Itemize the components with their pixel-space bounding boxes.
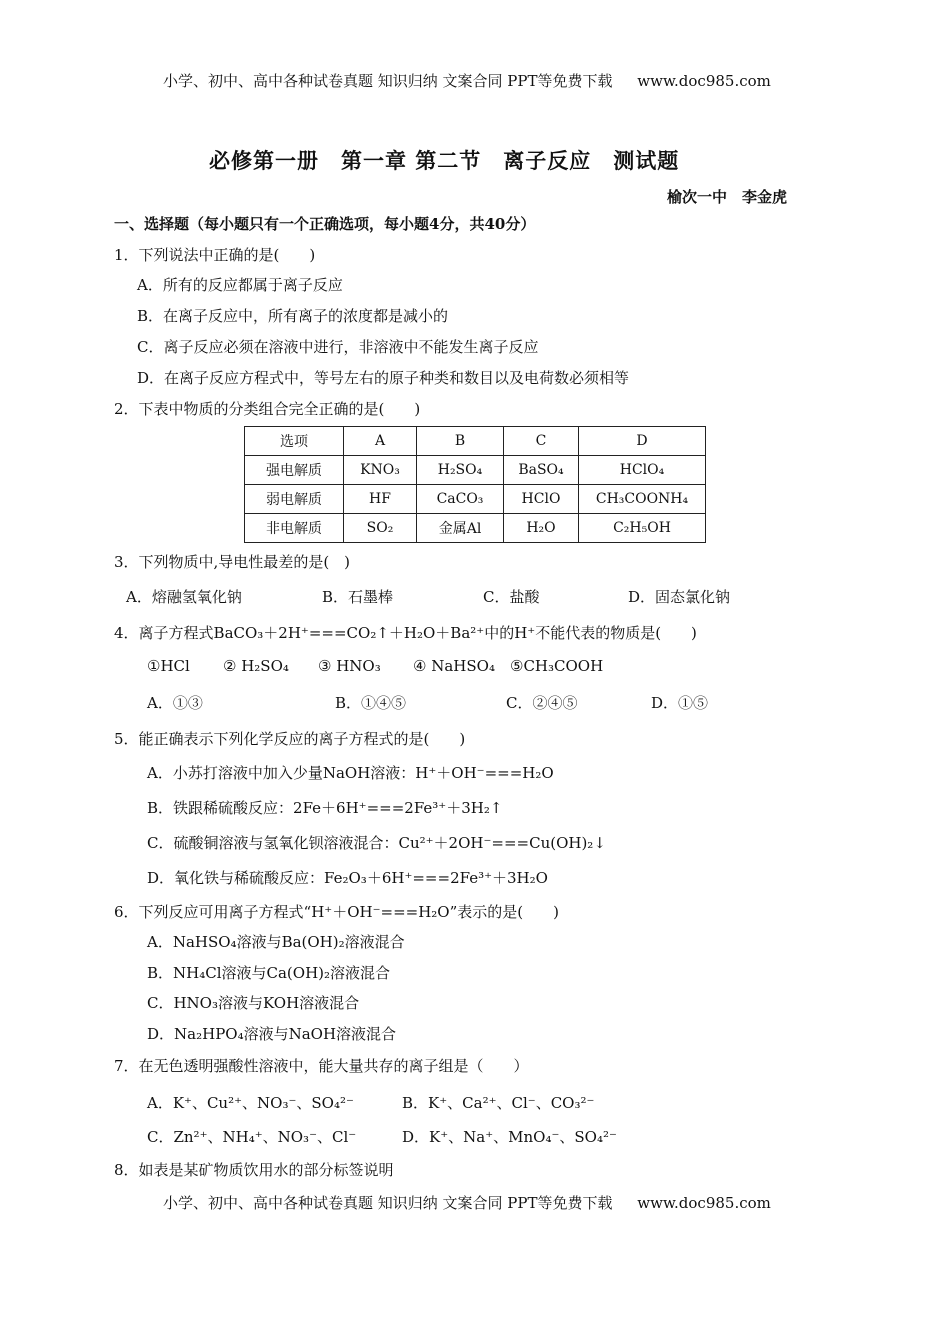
q5-option-c: C．硫酸铜溶液与氢氧化钡溶液混合：Cu²⁺＋2OH⁻===Cu(OH)₂↓	[147, 834, 606, 852]
table-cell: H₂O	[504, 514, 579, 543]
q4-option-b: B．①④⑤	[335, 694, 407, 712]
author: 榆次一中 李金虎	[667, 188, 788, 206]
table-row	[245, 456, 706, 485]
q1-option-d: D．在离子反应方程式中，等号左右的原子种类和数目以及电荷数必须相等	[137, 369, 630, 387]
q7-option-a: A．K⁺、Cu²⁺、NO₃⁻、SO₄²⁻	[147, 1094, 354, 1112]
table-header-cell: A	[344, 427, 417, 456]
q2-stem: 2．下表中物质的分类组合完全正确的是( )	[114, 400, 421, 418]
table-cell: BaSO₄	[504, 456, 579, 485]
q6-option-b: B．NH₄Cl溶液与Ca(OH)₂溶液混合	[147, 964, 391, 982]
q1-option-b: B．在离子反应中，所有离子的浓度都是减小的	[137, 307, 449, 325]
table-cell: SO₂	[344, 514, 417, 543]
table-cell: HClO₄	[579, 456, 706, 485]
q4-stem: 4．离子方程式BaCO₃＋2H⁺===CO₂↑＋H₂O＋Ba²⁺中的H⁺不能代表的物质是( )	[114, 624, 697, 642]
footer-text: 小学、初中、高中各种试卷真题 知识归纳 文案合同 PPT等免费下载	[163, 1194, 613, 1212]
q5-option-a: A．小苏打溶液中加入少量NaOH溶液：H⁺＋OH⁻===H₂O	[147, 764, 554, 782]
table-row	[245, 514, 706, 543]
q5-stem: 5．能正确表示下列化学反应的离子方程式的是( )	[114, 730, 466, 748]
q3-option-b: B．石墨棒	[322, 588, 394, 606]
q6-option-a: A．NaHSO₄溶液与Ba(OH)₂溶液混合	[147, 933, 405, 951]
footer-site: www.doc985.com	[637, 1194, 771, 1212]
page-title: 必修第一册 第一章 第二节 离子反应 测试题	[209, 148, 680, 173]
table-cell: HClO	[504, 485, 579, 514]
q1-stem: 1．下列说法中正确的是( )	[114, 246, 316, 264]
q7-option-d: D．K⁺、Na⁺、MnO₄⁻、SO₄²⁻	[402, 1128, 617, 1146]
q3-option-c: C．盐酸	[483, 588, 540, 606]
q6-option-d: D．Na₂HPO₄溶液与NaOH溶液混合	[147, 1025, 397, 1043]
table-cell: 弱电解质	[245, 485, 344, 514]
page-header	[163, 70, 771, 91]
q4-item: ④ NaHSO₄	[413, 657, 495, 675]
q4-item: ② H₂SO₄	[223, 657, 289, 675]
q7-option-c: C．Zn²⁺、NH₄⁺、NO₃⁻、Cl⁻	[147, 1128, 357, 1146]
q7-stem: 7．在无色透明强酸性溶液中，能大量共存的离子组是（ ）	[114, 1057, 529, 1075]
q7-option-b: B．K⁺、Ca²⁺、Cl⁻、CO₃²⁻	[402, 1094, 595, 1112]
table-cell: CaCO₃	[417, 485, 504, 514]
classification-table	[244, 426, 706, 543]
q8-stem: 8．如表是某矿物质饮用水的部分标签说明	[114, 1161, 394, 1179]
header-text: 小学、初中、高中各种试卷真题 知识归纳 文案合同 PPT等免费下载	[163, 72, 613, 90]
q1-option-a: A．所有的反应都属于离子反应	[137, 276, 343, 294]
table-cell: 金属Al	[417, 514, 504, 543]
header-site: www.doc985.com	[637, 72, 771, 90]
table-header-cell: B	[417, 427, 504, 456]
q4-item: ⑤CH₃COOH	[510, 657, 604, 675]
q3-option-a: A．熔融氢氧化钠	[126, 588, 242, 606]
q3-stem: 3．下列物质中,导电性最差的是( )	[114, 553, 351, 571]
table-cell: C₂H₅OH	[579, 514, 706, 543]
q4-item: ③ HNO₃	[318, 657, 381, 675]
q4-option-d: D．①⑤	[651, 694, 709, 712]
q5-option-b: B．铁跟稀硫酸反应：2Fe＋6H⁺===2Fe³⁺＋3H₂↑	[147, 799, 503, 817]
q4-option-c: C．②④⑤	[506, 694, 578, 712]
q3-option-d: D．固态氯化钠	[628, 588, 731, 606]
q1-option-c: C．离子反应必须在溶液中进行，非溶液中不能发生离子反应	[137, 338, 539, 356]
q4-option-a: A．①③	[147, 694, 203, 712]
q5-option-d: D．氧化铁与稀硫酸反应：Fe₂O₃＋6H⁺===2Fe³⁺＋3H₂O	[147, 869, 548, 887]
table-row	[245, 485, 706, 514]
table-cell: H₂SO₄	[417, 456, 504, 485]
table-header-cell: C	[504, 427, 579, 456]
section-heading: 一、选择题（每小题只有一个正确选项，每小题4分，共40分）	[114, 215, 536, 233]
table-cell: 强电解质	[245, 456, 344, 485]
table-cell: CH₃COONH₄	[579, 485, 706, 514]
table-row	[245, 427, 706, 456]
table-cell: HF	[344, 485, 417, 514]
table-header-cell: 选项	[245, 427, 344, 456]
table-header-cell: D	[579, 427, 706, 456]
table-cell: 非电解质	[245, 514, 344, 543]
q6-option-c: C．HNO₃溶液与KOH溶液混合	[147, 994, 360, 1012]
q4-item: ①HCl	[147, 657, 190, 675]
q6-stem: 6．下列反应可用离子方程式“H⁺＋OH⁻===H₂O”表示的是( )	[114, 903, 559, 921]
table-cell: KNO₃	[344, 456, 417, 485]
page-footer	[163, 1192, 771, 1213]
